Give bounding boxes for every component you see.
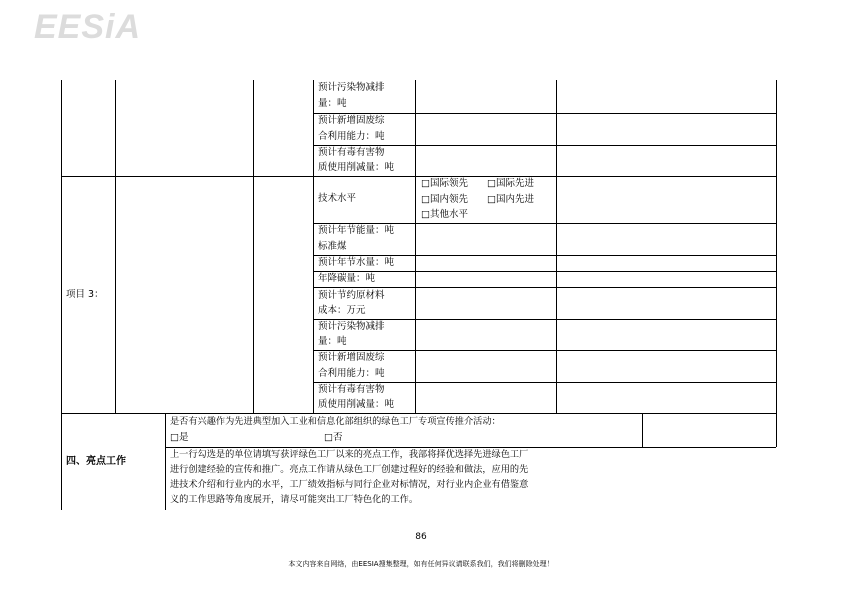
tech-option-checkbox[interactable]: □国际先进 [487, 178, 534, 189]
tech-option-checkbox[interactable]: □国际领先 [421, 178, 468, 189]
description-line: 进技术介绍和行业内的水平，工厂绩效指标与同行企业对标情况，对行业内企业有借鉴意 [170, 479, 529, 490]
option-no-checkbox[interactable]: □否 [324, 432, 343, 443]
metric-label: 预计有毒有害物 [318, 384, 385, 395]
metric-label: 合利用能力：吨 [318, 131, 385, 142]
metric-label: 预计年节能量：吨 [318, 225, 395, 236]
metric-label: 成本：万元 [318, 305, 366, 316]
row-divider [61, 176, 776, 177]
eesia-logo: EESiA [34, 8, 142, 46]
col-divider [556, 80, 557, 413]
metric-label: 标准煤 [318, 241, 347, 252]
tech-option-checkbox[interactable]: □国内先进 [487, 194, 534, 205]
metric-label: 年降碳量：吨 [318, 273, 376, 284]
metric-label: 预计有毒有害物 [318, 147, 385, 158]
metric-label: 合利用能力：吨 [318, 368, 385, 379]
metric-label: 量：吨 [318, 336, 347, 347]
metric-label: 预计新增固废综 [318, 352, 385, 363]
table-border-right [776, 80, 777, 447]
footer-disclaimer: 本文内容来自网络，由EESIA搜集整理，如有任何异议请联系我们，我们将删除处理！ [288, 560, 554, 568]
description-line: 进行创建经验的宣传和推广。亮点工作请从绿色工厂创建过程好的经验和做法，应用的先 [170, 464, 529, 475]
description-line: 上一行勾选是的单位请填写获评绿色工厂以来的亮点工作，我部将择优选择先进绿色工厂 [170, 449, 529, 460]
col-divider [415, 80, 416, 413]
option-yes-checkbox[interactable]: □是 [170, 432, 189, 443]
tech-option-checkbox[interactable]: □国内领先 [421, 194, 468, 205]
col-divider [253, 80, 254, 413]
col-divider [313, 80, 314, 413]
metric-label: 预计污染物减排 [318, 82, 385, 93]
tech-option-checkbox[interactable]: □其他水平 [421, 209, 468, 220]
metric-label: 预计年节水量：吨 [318, 257, 395, 268]
section-title: 四、亮点工作 [66, 456, 126, 467]
metric-label: 质使用削减量：吨 [318, 399, 395, 410]
page-number: 86 [415, 532, 427, 542]
metric-label: 预计污染物减排 [318, 321, 385, 332]
promotion-question: 是否有兴趣作为先进典型加入工业和信息化部组织的绿色工厂专项宣传推介活动： [170, 416, 501, 427]
table-border-left [61, 80, 62, 510]
project-3-label: 项目 3： [66, 289, 104, 300]
col-divider [165, 413, 166, 510]
tech-level-label: 技术水平 [318, 193, 357, 204]
metric-label: 量：吨 [318, 98, 347, 109]
metric-label: 质使用削减量：吨 [318, 162, 395, 173]
description-line: 义的工作思路等角度展开，请尽可能突出工厂特色化的工作。 [170, 494, 419, 505]
col-divider [642, 413, 643, 447]
row-divider [313, 271, 776, 272]
metric-label: 预计新增固废综 [318, 115, 385, 126]
metric-label: 预计节约原材料 [318, 290, 385, 301]
col-divider [115, 80, 116, 413]
